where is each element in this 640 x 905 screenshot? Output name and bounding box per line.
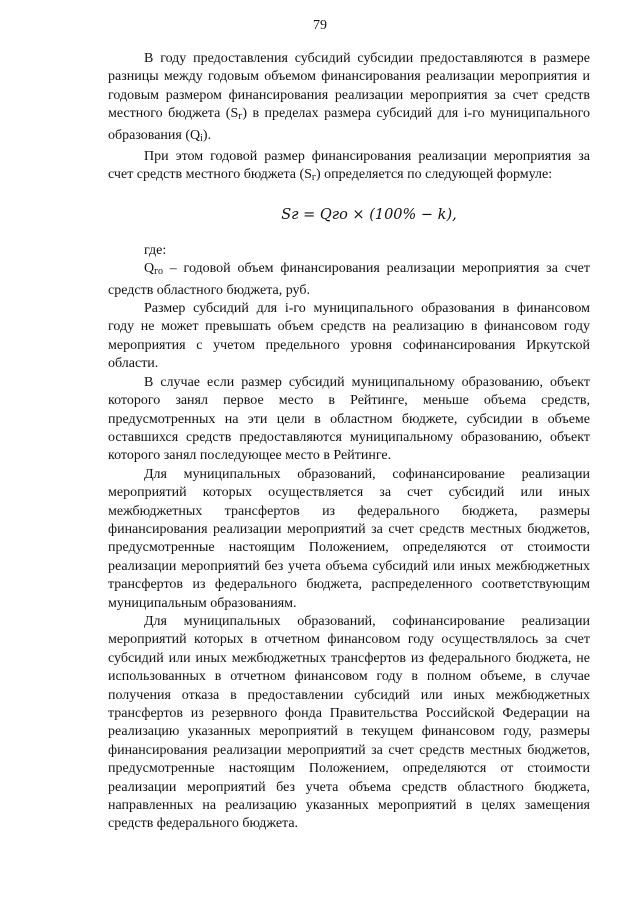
paragraph-formula-intro: При этом годовой размер финансирования реализации мероприятия за счет средств местного бюджета $(S_г)$ определяется по следующей формуле:	[108, 149, 590, 184]
document-body	[108, 50, 590, 834]
paragraph-qgo-definition: $Q_{го}$ – годовой объем финансирования реализации мероприятия за счет средств областного бюджета, руб.	[108, 261, 590, 298]
paragraph-subsidy-size: В году предоставления субсидий субсидии предоставляются в размере разницы между годовым объемом финансирования реализации мероприятия и годовым размером финансирования реализации мероприятия за счет средств местного бюджета $(S_г)$ в пределах размера субсидий для i-го муниципального образования $(Q_i)$.	[108, 51, 590, 144]
paragraph-rating-remainder: В случае если размер субсидий муниципальному образованию, объект которого занял первое место в Рейтинге, меньше объема средств, предусмотренных на эти цели в областном бюджете, субсидии в объеме оставшихся средств предоставляются муниципальному образованию, объект которого занял последующее место в Рейтинге.	[108, 374, 590, 464]
paragraph-reserve-fund: Для муниципальных образований, софинансирование реализации мероприятий которых в отчетном финансовом году осуществлялось за счет субсидий или иных межбюджетных трансфертов из федерального бюджета, не использованных в отчетном финансовом году в полном объеме, в случае получения отказа в предоставлении субсидий или иных межбюджетных трансфертов из резервного фонда Правительства Российской Федерации на реализацию указанных мероприятий в текущем финансовом году, размеры финансирования реализации мероприятий за счет средств местных бюджетов, предусмотренные настоящим Положением, определяются от стоимости реализации мероприятий без учета объема средств областного бюджета, направленных на реализацию указанных мероприятий в целях замещения средств федерального бюджета.	[108, 613, 590, 832]
paragraph-federal-cofinancing: Для муниципальных образований, софинансирование реализации мероприятий которых осуществляется за счет субсидий или иных межбюджетных трансфертов из федерального бюджета, размеры финансирования реализации мероприятий за счет средств местных бюджетов, предусмотренные настоящим Положением, определяются от стоимости реализации мероприятий без учета объема субсидий или иных межбюджетных трансфертов из федерального бюджета, распределенного соответствующим муниципальным образованиям.	[108, 466, 590, 611]
formula: Sг = Qго × (100% − k),	[281, 206, 457, 223]
page-number: 79	[313, 18, 327, 33]
paragraph-subsidy-limit: Размер субсидий для i-го муниципального образования в финансовом году не может превышать объем средств на реализацию в финансовом году мероприятия с учетом предельного уровня софинансирования Иркутской области.	[108, 301, 590, 372]
where-label: где:	[144, 242, 167, 258]
